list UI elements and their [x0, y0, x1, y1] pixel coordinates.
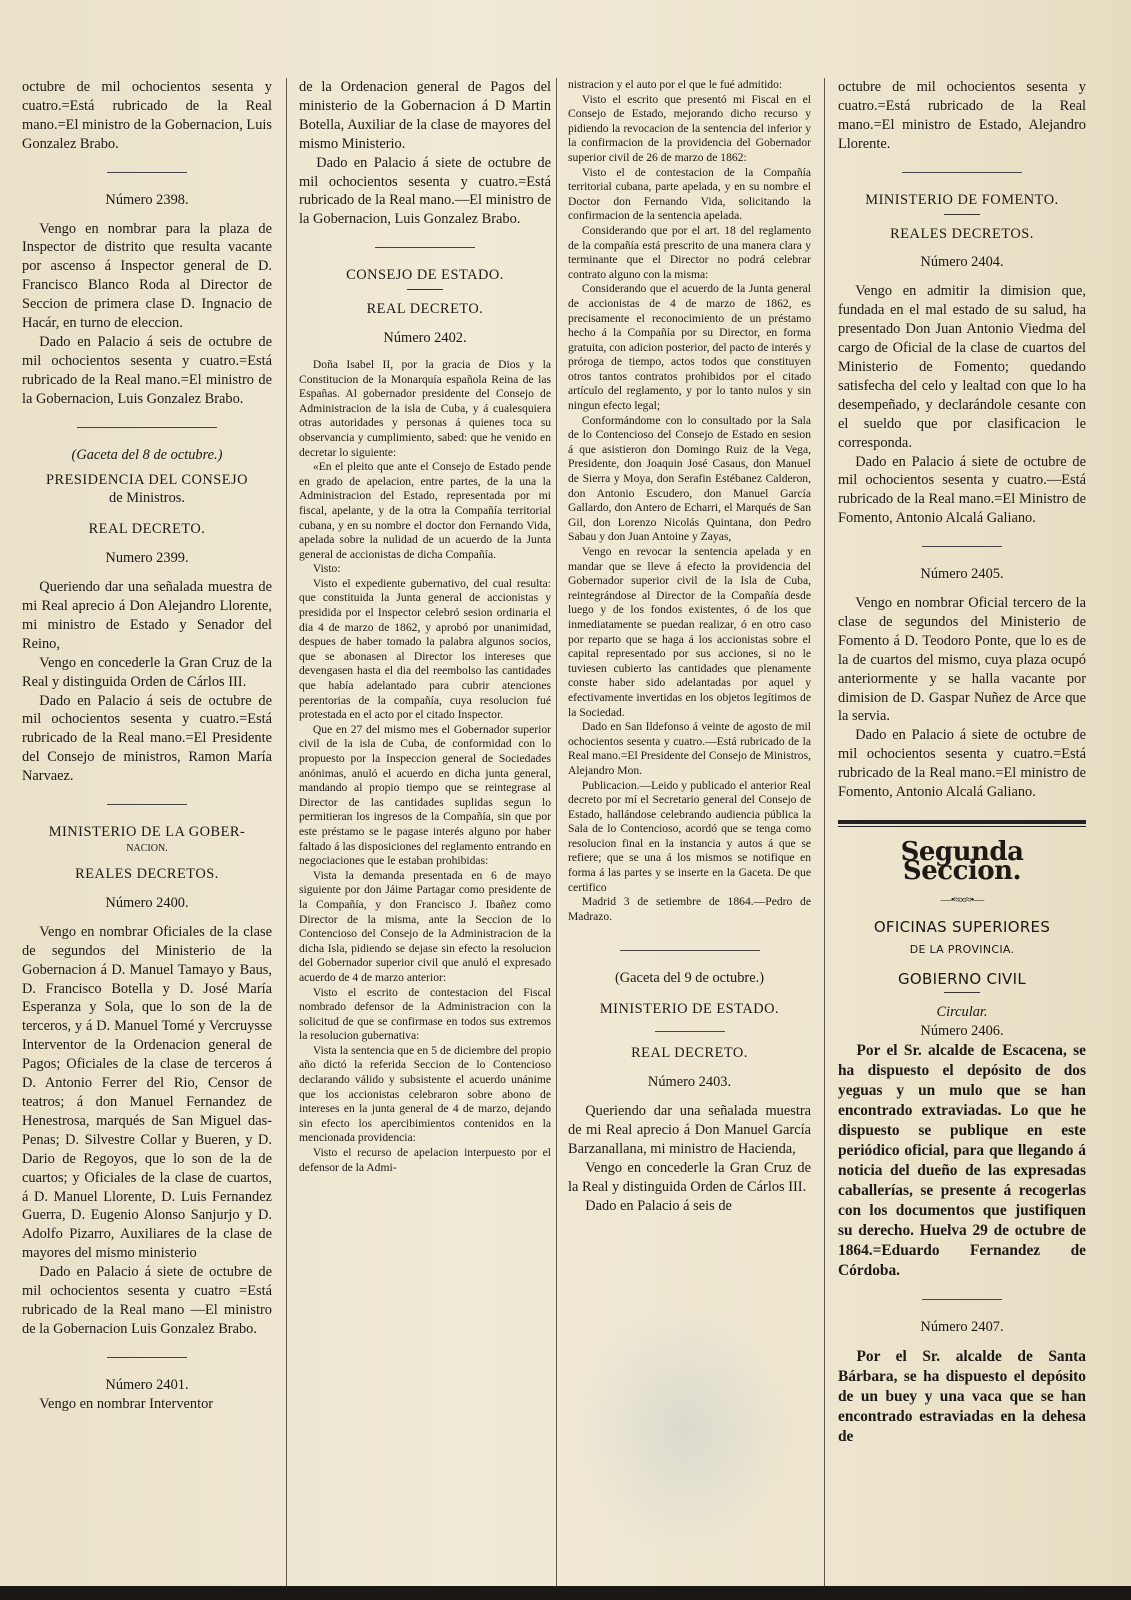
paragraph: Por el Sr. alcalde de Escacena, se ha dispuesto el depósito de dos yeguas y un mulo que se han encontrado extraviadas. Lo que he dispuesto se publique en este periódico oficial, para que llegando á noticia del dueño de las expresadas caballerías, se presente á recogerlas con los documentos que justifiquen su derecho. Huelva 29 de octubre de 1864.=Eduardo Fernandez de Córdoba. — [838, 1042, 1086, 1280]
section-heading: GOBIERNO CIVIL — [898, 969, 1026, 988]
paragraph: nistracion y el auto por el que le fué admitido: — [568, 78, 783, 91]
paragraph: Considerando que el acuerdo de la Junta general de accionistas de 4 de marzo de 1862, es precisamente el reconocimiento de un préstamo hecho á la Compañía por su Director, en forma gratuita, con adicion posterior, del pacto de interés y próroga de tiempo, actos todos que constituyen otros tantos contratos prohibidos por el citado artículo del reglamento, y por lo tanto nulos y sin ningun efecto legal; — [568, 282, 811, 413]
ornament: —•≈∞≈•— — [940, 893, 984, 906]
paragraph: Dado en San Ildefonso á veinte de agosto de mil ochocientos sesenta y cuatro.—Está rubricado de la Real mano.=El Presidente del Consejo de Ministros, Alejandro Mon. — [568, 720, 811, 777]
dash — [944, 992, 980, 993]
decree-title: REALES DECRETOS. — [890, 225, 1034, 242]
gaceta-date: (Gaceta del 9 de octubre.) — [614, 970, 765, 987]
separator — [77, 427, 217, 428]
paragraph: de la Ordenacion general de Pagos del ministerio de la Gobernacion á D Martin Botella, Auxiliar de la clase de mayores del mismo Ministerio. — [299, 79, 551, 152]
paragraph: Considerando que por el art. 18 del reglamento de la compañía está prescrito de una manera clara y terminante que el Director no podrá celebrar contrato alguno con la misma: — [568, 223, 811, 281]
paragraph: Dado en Palacio á seis de octubre de mil ochocientos sesenta y cuatro.=Está rubricado de la Real mano.=El Presidente del Consejo de ministros, Ramon María Narvaez. — [22, 692, 272, 785]
paragraph: octubre de mil ochocientos sesenta y cuatro.=Está rubricado de la Real mano.=El ministro de Estado, Alejandro Llorente. — [838, 79, 1086, 152]
separator — [107, 804, 187, 805]
paragraph: Vengo en nombrar Oficial tercero de la clase de segundos del Ministerio de Fomento á D. Teodoro Ponte, que lo es de la de cuartos del mismo, cuya plaza ocupó anteriormente y se halla vacante por dimision de D. Gaspar Nuñez de Arce que la servia. — [838, 595, 1086, 725]
paragraph: Visto: — [312, 562, 341, 576]
decree-title: REAL DECRETO. — [366, 301, 484, 318]
decree-title: REAL DECRETO. — [88, 521, 206, 538]
decree-number: Número 2406. — [920, 1023, 1004, 1040]
separator — [922, 1299, 1002, 1300]
paragraph: Dado en Palacio á seis de — [585, 1197, 732, 1214]
column-3 — [568, 78, 811, 1600]
paragraph: Vista la demanda presentada en 6 de mayo siguiente por don Jáime Partagar como presidente de la Compañía, y don Francisco J. Ibañez como Director de la misma, ante la Seccion de lo Contencioso del Consejo de la Administracion de la dicha Isla, pidiendo se dejase sin efecto la resolucion del Gobernador superior civil que anuló el expresado acuerdo de 4 de marzo anterior: — [299, 868, 551, 984]
estado-section — [568, 950, 811, 1215]
section-heading: MINISTERIO DE FOMENTO. — [865, 191, 1059, 208]
paragraph: Visto el expediente gubernativo, del cual resulta: que constituida la Junta general de accionistas y presidida por el Inspector celebró sesion ordinaria el dia 4 de marzo de 1862, y aprobó por unanimidad, despues de haber tomado la palabra algunos socios, que se abonasen al Director los intereses que devengasen hasta el dia del reembolso las cantidades que había adelantado para cubrir atenciones perentorias de la compañía, cuya resolucion fué protestada en el acto por el citado Inspector. — [299, 576, 551, 722]
double-rule-thick — [838, 820, 1086, 824]
paragraph: Vengo en nombrar para la plaza de Inspector de distrito que resulta vacante por ascenso á Inspector general de D. Francisco Blanco Roda al Director de Seccion de primera clase D. Ingnacio de Hacár, en turno de eleccion. — [22, 220, 272, 332]
section-subheading: de Ministros. — [109, 490, 185, 507]
separator — [620, 950, 760, 951]
paragraph: Vista la sentencia que en 5 de diciembre del propio año dictó la referida Seccion de lo Contencioso declarando válido y subsistente el acuerdo unánime que los accionistas celebraron sobre abono de intereses en la junta general de 4 de marzo, dejando sin efecto los apercibimientos contenidos en la mencionada providencia: — [299, 1043, 551, 1145]
paragraph: Dado en Palacio á seis de octubre de mil ochocientos sesenta y cuatro.=Está rubricado de la Real mano.=El ministro de la Gobernacion, Luis Gonzalez Brabo. — [22, 333, 272, 407]
double-rule-thin — [838, 826, 1086, 827]
paragraph: Vengo en admitir la dimision que, fundada en el mal estado de su salud, ha presentado Don Juan Antonio Viedma del cargo de Oficial de la clase de cuartos del Ministerio de Fomento; quedando satisfecha del celo y lealtad con que lo ha desempeñado, y declarándole cesante con el sueldo que por clasificacion le corresponda. — [838, 283, 1086, 451]
paragraph: Doña Isabel II, por la gracia de Dios y la Constitucion de la Monarquía española Reina de las Españas. Al gobernador presidente del Consejo de Administracion de la isla de Cuba, y á cualesquiera otras autoridades y personas á quienes toca su observancia y cumplimiento, sabed: que he venido en decretar lo siguiente: — [299, 357, 551, 459]
paragraph: Vengo en concederle la Gran Cruz de la Real y distinguida Orden de Cárlos III. — [22, 654, 272, 690]
paragraph: Vengo en nombrar Oficiales de la clase de segundos del Ministerio de la Gobernacion á D. Manuel Tamayo y Baus, D. Francisco Botella y D. José María Esperanza y Sola, que lo son de la de terceros, y á D. Manuel Tomé y Vercruysse Interventor de la Ordenacion general de Pagos; Oficiales de la clase de terceros á D. Antonio Ferrer del Rio, Censor de teatros; á don Manuel Fernandez de Henestrosa, marqués de San Miguel das-Penas; D. Silvestre Collar y Bueren, y D. Dario de Regoyos, que lo son de la de cuartos; y Oficiales de la clase de cuartos, á D. Manuel Llorente, D. Luis Fernandez Guerra, D. Eugenio Alonso Sanjurjo y D. Adolfo Pizarro, Auxiliares de la clase de mayores del mismo ministerio — [22, 923, 272, 1262]
column-rule — [286, 78, 287, 1586]
decree-number: Número 2405. — [920, 566, 1004, 583]
dash — [407, 289, 443, 290]
decree-number: Número 2398. — [105, 191, 189, 208]
paragraph: Vengo en nombrar Interventor — [39, 1395, 214, 1412]
column-rule — [556, 78, 557, 1586]
column-2 — [299, 78, 551, 1600]
section-subheading: NACION. — [126, 843, 168, 854]
paragraph: Madrid 3 de setiembre de 1864.—Pedro de Madrazo. — [568, 895, 811, 923]
paragraph: octubre de mil ochocientos sesenta y cuatro.=Está rubricado de la Real mano.=El ministro de la Gobernacion, Luis Gonzalez Brabo. — [22, 79, 272, 152]
separator — [902, 172, 1022, 173]
paragraph: Conformándome con lo consultado por la Sala de lo Contencioso del Consejo de Estado en sesion á que asistieron don Domingo Ruiz de la Vega, Presidente, don Joaquin José Casaus, don Manuel de Sierra y Moya, don Serafin Estébanez Calderon, don Antonio Escudero, don Manuel García Gallardo, don Antero de Echarri, el Marqués de San Gil, don Lorenzo Nicolás Quintana, don Pedro Sabau y don Juan Antoine y Zayas, — [568, 413, 811, 544]
decree-number: Numero 2399. — [105, 550, 189, 567]
paragraph: Vengo en concederle la Gran Cruz de la Real y distinguida Orden de Cárlos III. — [568, 1159, 811, 1195]
paragraph: Visto el recurso de apelacion interpuesto por el defensor de la Admi- — [299, 1146, 551, 1174]
paragraph: Vengo en revocar la sentencia apelada y en mandar que se lleve á efecto la providencia del Gobernador superior civil de la Isla de Cuba, reintegrándose al Director de la Compañía desde luego y de los fondos existentes, ó de los que inmediatamente se puedan realizar, ó en otro caso por reparto que se haga á los accionistas sobre el capital representado por sus acciones, si no le tuviesen cubierto las cantidades que plenamente conste haber sido adelantadas por aquel y efectivamente invertidas en los objetos legítimos de la Sociedad. — [568, 545, 811, 719]
paragraph: Visto el de contestacion de la Compañía territorial cubana, parte apelada, y en su nombre el Doctor don Fernando Vida, solicitando la confirmacion de la sentencia apelada. — [568, 165, 811, 223]
paragraph: Dado en Palacio á siete de octubre de mil ochocientos sesenta y cuatro.=Está rubricado de la Real mano.=El ministro de Fomento, Antonio Alcalá Galiano. — [838, 727, 1086, 801]
separator — [375, 247, 475, 248]
decree-body — [299, 358, 551, 1175]
column-4 — [838, 78, 1086, 1600]
column-rule — [824, 78, 825, 1586]
scan-edge — [0, 1586, 1131, 1600]
paragraph: Dado en Palacio á siete de octubre de mil ochocientos sesenta y cuatro.=Está rubricado de la Real mano.—El ministro de la Gobernacion, Luis Gonzalez Brabo. — [299, 154, 551, 228]
decree-title: REAL DECRETO. — [631, 1045, 748, 1062]
section-heading: OFICINAS SUPERIORES — [873, 917, 1051, 936]
decree-number: Número 2402. — [383, 330, 467, 347]
paragraph: Queriendo dar una señalada muestra de mi Real aprecio á Don Alejandro Llorente, mi ministro de Estado y Senador del Reino, — [22, 579, 272, 652]
paragraph: Que en 27 del mismo mes el Gobernador superior civil de la isla de Cuba, de conformidad con lo propuesto por la Inspeccion general de Sociedades anónimas, anuló el acuerdo en dicha junta general, mandando al propio tiempo que se reintegrase al Director de las cantidades suplidas segun lo permitieran los ingresos de la Compañía, sin que por este préstamo se le pagase interés alguno por haber faltado á las disposiciones del reglamento entrando en negociaciones que le estaban prohibidas: — [299, 722, 551, 868]
decree-number: Número 2401. — [105, 1376, 189, 1393]
separator — [107, 1357, 187, 1358]
column-1 — [22, 78, 272, 1600]
paragraph: «En el pleito que ante el Consejo de Estado pende en grado de apelacion, entre partes, de la una la Administracion del Estado, representada por mi fiscal, apelante, y de la otra la Compañía territorial cubana, y en su nombre el doctor don Fernando Vida, apelada sobre la nulidad de un acuerdo de la Junta general de accionistas de dicha Compañía. — [299, 460, 551, 561]
separator — [922, 546, 1002, 547]
paragraph: Publicacion.—Leido y publicado el anterior Real decreto por mí el Secretario general del Consejo de Estado, hallándose celebrando audiencia pública la Sala de lo Contencioso, acordó que se tenga como resolucion final en la instancia y autos á que se refiere; que se una á los mismos se notifique en forma á las partes y se inserte en la Gaceta. De que certifico — [568, 778, 811, 894]
decree-number: Número 2400. — [105, 894, 189, 911]
paragraph: Dado en Palacio á siete de octubre de mil ochocientos sesenta y cuatro.—Está rubricado de la Real mano.=El Ministro de Fomento, Antonio Alcalá Galiano. — [838, 453, 1086, 527]
section-heading: PRESIDENCIA DEL CONSEJO — [45, 471, 249, 488]
section-heading: MINISTERIO DE LA GOBER- — [48, 824, 246, 841]
section-heading: MINISTERIO DE ESTADO. — [599, 1001, 780, 1018]
paragraph: Queriendo dar una señalada muestra de mi Real aprecio á Don Manuel García Barzanallana, mi ministro de Hacienda, — [568, 1103, 811, 1157]
decree-number: Número 2407. — [920, 1319, 1004, 1336]
decree-number: Número 2404. — [920, 254, 1004, 271]
separator — [107, 172, 187, 173]
separator — [655, 1031, 725, 1032]
paragraph: Visto el escrito de contestacion del Fiscal nombrado defensor de la Administracion con la solicitud de que se confirmase en todos sus extremos la resolucion gubernativa: — [299, 985, 551, 1043]
paragraph: Dado en Palacio á siete de octubre de mil ochocientos sesenta y cuatro =Está rubricado de la Real mano —El ministro de la Gobernacion Luis Gonzalez Brabo. — [22, 1264, 272, 1337]
gaceta-date: (Gaceta del 8 de octubre.) — [71, 446, 223, 463]
section-title: Segunda Seccion. — [900, 837, 1024, 886]
decree-title: REALES DECRETOS. — [75, 866, 219, 882]
section-subheading: DE LA PROVINCIA. — [909, 942, 1015, 956]
decree-number: Número 2403. — [647, 1074, 732, 1091]
section-heading: CONSEJO DE ESTADO. — [346, 267, 504, 284]
circular-label: Circular. — [936, 1004, 988, 1021]
paragraph: Visto el escrito que presentó mi Fiscal en el Consejo de Estado, mejorando dicho recurso y pidiendo la revocacion de la sentencia del inferior y la confirmacion de la providencia del Gobernador superior civil de 26 de marzo de 1862: — [568, 92, 811, 164]
paragraph: Por el Sr. alcalde de Santa Bárbara, se ha dispuesto el depósito de un buey y una vaca que se han encontrado estraviadas en la dehesa de — [838, 1348, 1086, 1446]
dash — [944, 214, 980, 215]
